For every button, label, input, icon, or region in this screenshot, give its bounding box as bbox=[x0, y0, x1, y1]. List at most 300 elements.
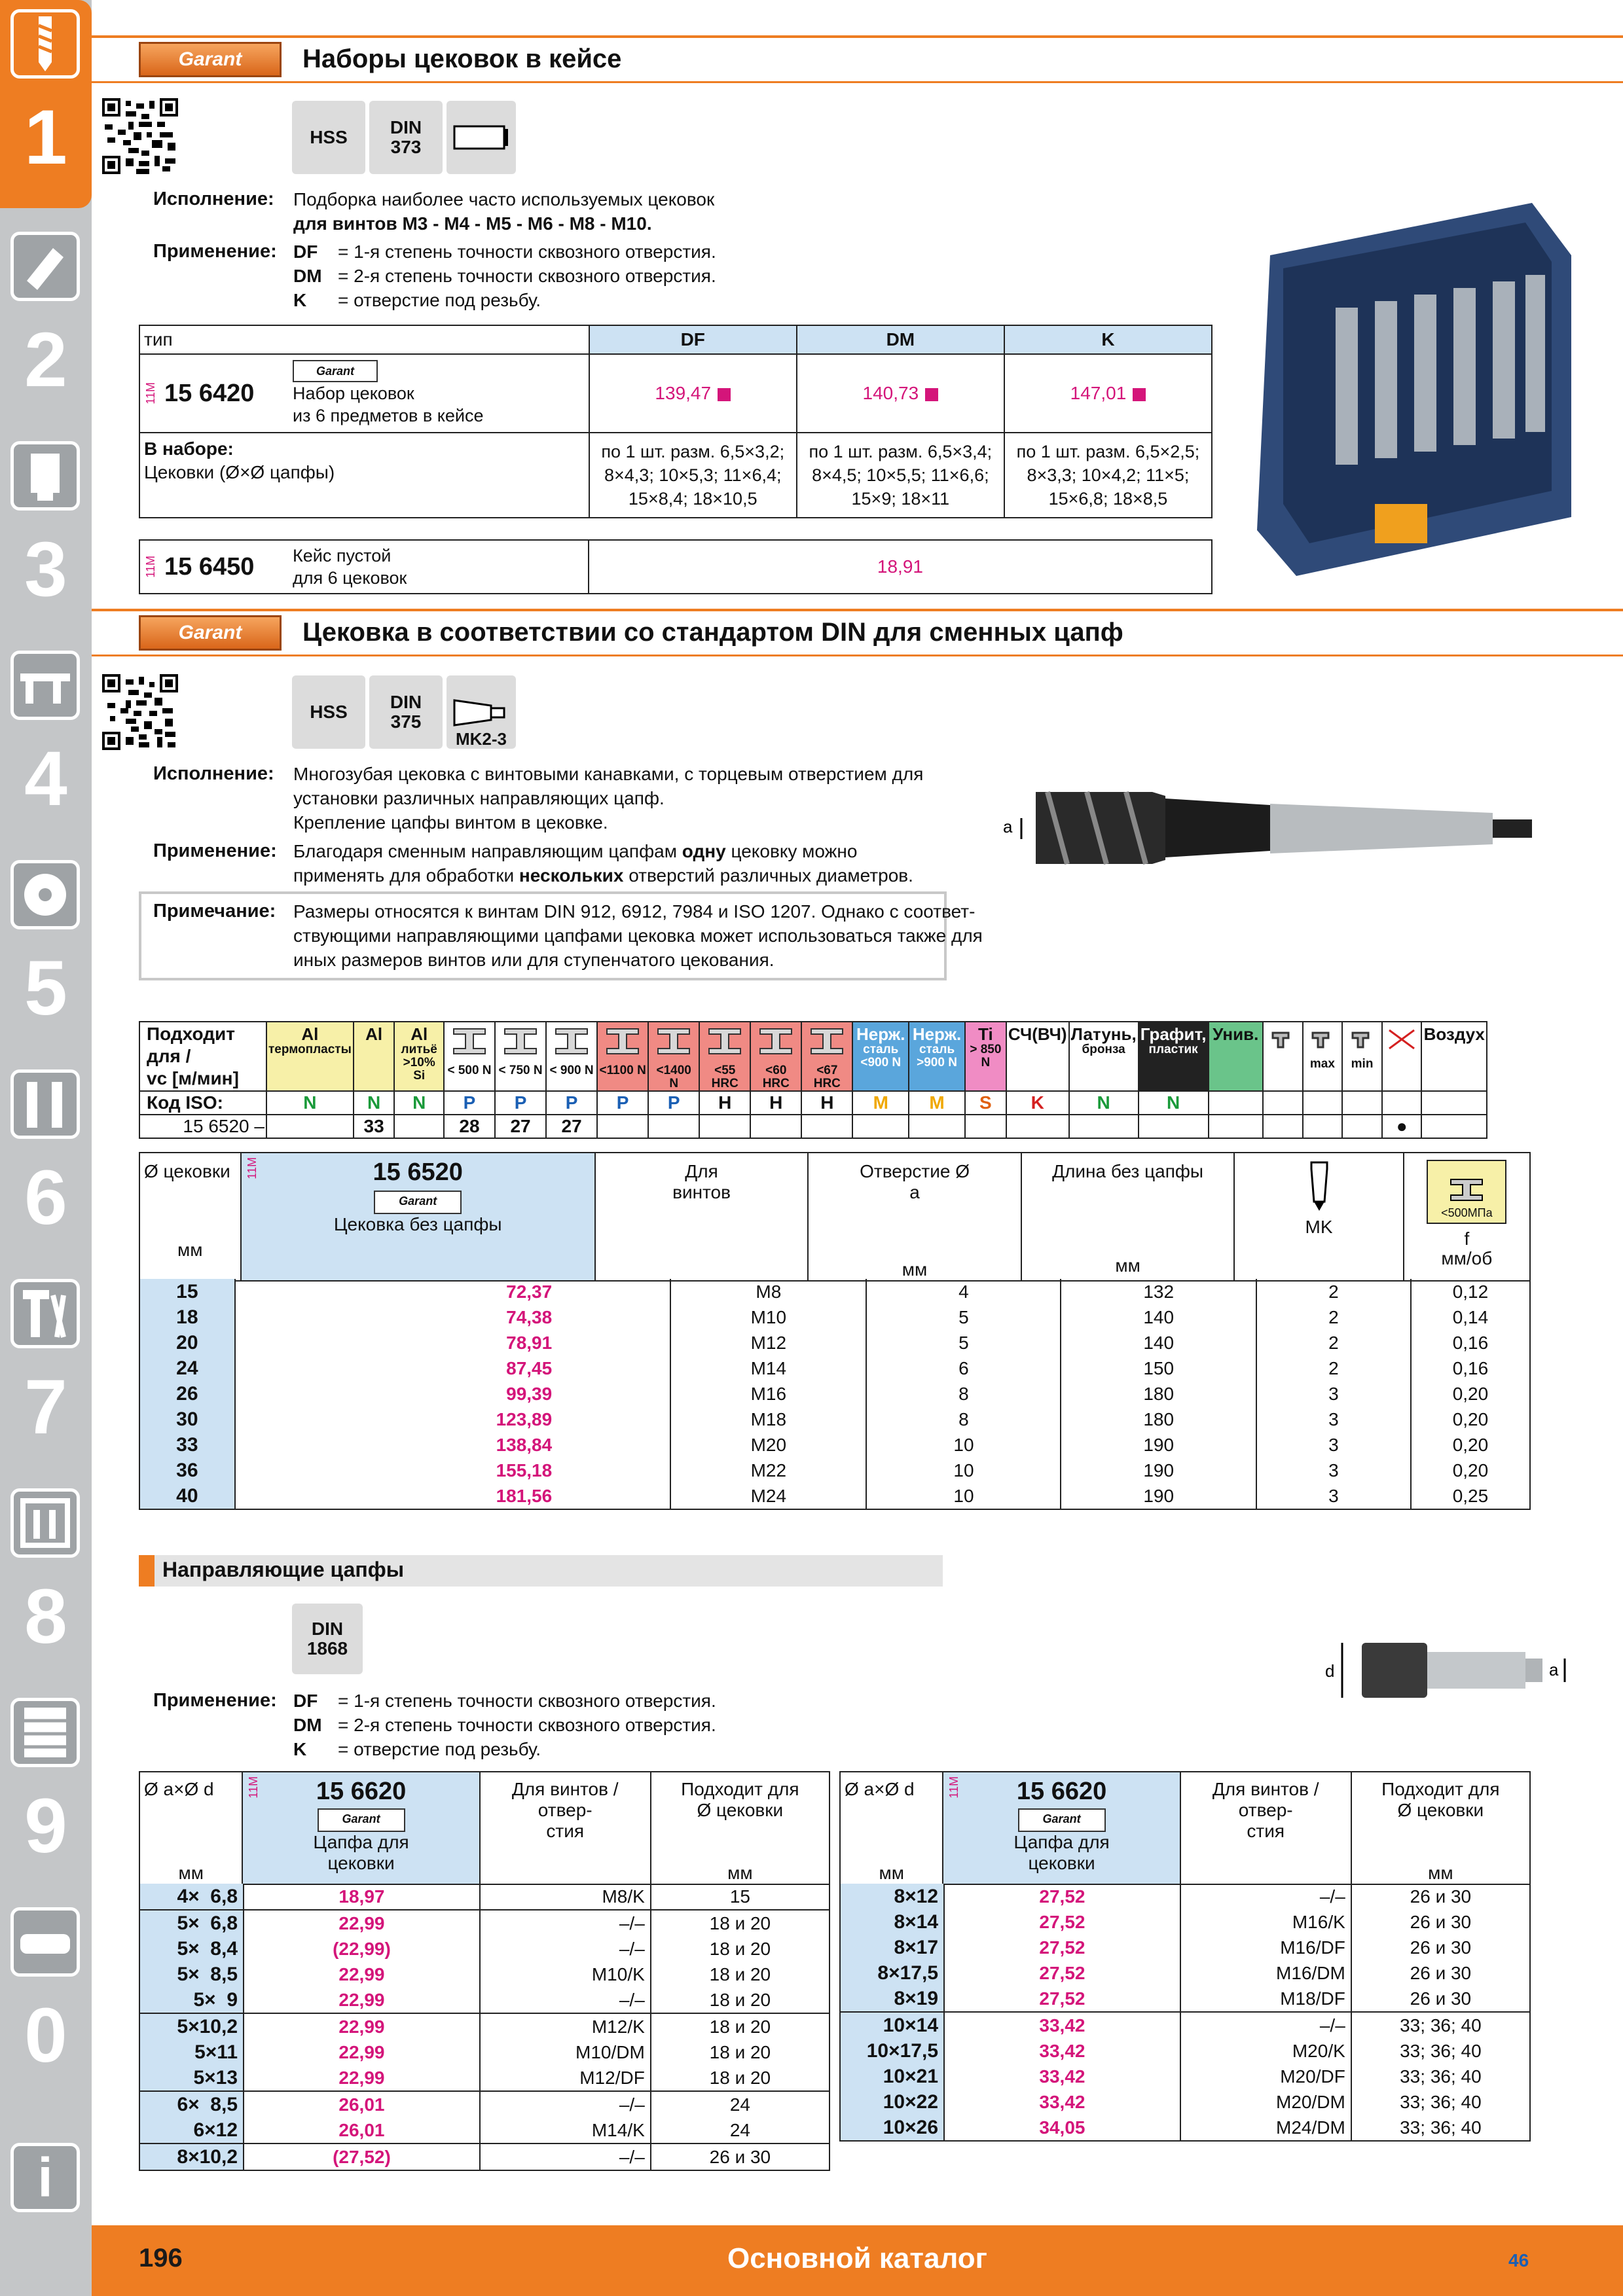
pilot-screw-cell: M16/DM bbox=[1180, 1960, 1351, 1986]
pilot-price-cell: 27,52 bbox=[944, 1909, 1180, 1935]
garant-logo: Garant bbox=[139, 615, 282, 651]
value-cell: 190 bbox=[1061, 1483, 1256, 1509]
note-text-1: Размеры относятся к винтам DIN 912, 6912, 7984 и ISO 1207. Однако с соответ- bbox=[293, 901, 976, 922]
pilot-row[interactable] bbox=[840, 2064, 1530, 2089]
pilot-screw-cell: M12/K bbox=[480, 2013, 651, 2039]
price-cell: 99,39 bbox=[235, 1381, 671, 1407]
price-cell: 74,38 bbox=[235, 1304, 671, 1330]
pilot-row[interactable] bbox=[139, 2144, 830, 2170]
dry-machining-icon bbox=[1385, 1026, 1418, 1052]
pilot-fit-cell: 26 и 30 bbox=[1351, 1986, 1530, 2012]
pilot-fit-cell: 18 и 20 bbox=[651, 2013, 830, 2039]
counterbore-set-case-image bbox=[1244, 177, 1578, 589]
value-cell: 0,20 bbox=[1411, 1407, 1530, 1432]
pilot-size-cell: 8×14 bbox=[840, 1909, 944, 1935]
pilot-price-cell: 27,52 bbox=[944, 1986, 1180, 2012]
col-diameter-header: Ø цековки мм bbox=[139, 1153, 241, 1281]
pilot-price-cell: 33,42 bbox=[944, 2089, 1180, 2115]
col-pilot-screw-header: Для винтов / отвер- стия bbox=[480, 1772, 651, 1884]
chapter-tab-info[interactable] bbox=[7, 2134, 85, 2225]
pilot-screw-cell: –/– bbox=[480, 1936, 651, 1962]
price-cell: 123,89 bbox=[235, 1407, 671, 1432]
cutting-speed-1: 33 bbox=[354, 1115, 395, 1138]
value-cell: M20 bbox=[670, 1432, 866, 1458]
pilot-row[interactable] bbox=[139, 1936, 830, 1962]
counterbore-row[interactable] bbox=[139, 1432, 1530, 1458]
pilot-screw-cell: M20/DF bbox=[1180, 2064, 1351, 2089]
value-cell: 6 bbox=[866, 1355, 1061, 1381]
pilot-price-cell: 33,42 bbox=[944, 2038, 1180, 2064]
pilot-row[interactable] bbox=[139, 1987, 830, 2013]
value-cell: 10 bbox=[866, 1483, 1061, 1509]
iso-code-5: P bbox=[546, 1091, 597, 1115]
col-ad-header: Ø a×Ø d мм bbox=[840, 1772, 943, 1884]
value-cell: 10 bbox=[866, 1432, 1061, 1458]
material-col-17: Унив. bbox=[1209, 1022, 1263, 1091]
pilot-row[interactable] bbox=[840, 2115, 1530, 2141]
pilot-fit-cell: 24 bbox=[651, 2091, 830, 2117]
iso-code-1: N bbox=[354, 1091, 395, 1115]
pilot-fit-cell: 33; 36; 40 bbox=[1351, 2115, 1530, 2141]
pilot-row[interactable] bbox=[139, 2039, 830, 2065]
pilot-screw-cell: M16/K bbox=[1180, 1909, 1351, 1935]
din-1868-badge: DIN 1868 bbox=[292, 1604, 363, 1674]
chapter-tab-4[interactable]: 4 bbox=[7, 641, 85, 850]
cutting-speed-7 bbox=[648, 1115, 699, 1138]
pilot-size-cell: 6× 8,5 bbox=[139, 2091, 244, 2117]
pilot-price-cell: 26,01 bbox=[244, 2091, 480, 2117]
application-text-1: Благодаря сменным направляющим цапфам одну цековку можно bbox=[293, 841, 858, 861]
pilot-price-cell: 33,42 bbox=[944, 2064, 1180, 2089]
safety-goggles-icon bbox=[10, 1907, 80, 1977]
saw-icon bbox=[10, 860, 80, 929]
steel-profile-icon bbox=[450, 1026, 489, 1059]
qr-code-icon bbox=[102, 98, 178, 174]
pilot-fit-cell: 18 и 20 bbox=[651, 2039, 830, 2065]
chapter-tab-1[interactable]: 1 bbox=[0, 0, 92, 208]
steel-profile-icon: <500МПа bbox=[1427, 1160, 1506, 1224]
din-badge: DIN 373 bbox=[369, 101, 443, 174]
steel-profile-icon bbox=[807, 1026, 847, 1059]
diameter-cell: 30 bbox=[139, 1407, 235, 1432]
iso-code-3: P bbox=[444, 1091, 495, 1115]
diameter-cell: 24 bbox=[139, 1355, 235, 1381]
iso-code-10: H bbox=[801, 1091, 852, 1115]
col-product-header: 11M 15 6520 Garant Цековка без цапфы bbox=[241, 1153, 595, 1281]
value-cell: M12 bbox=[670, 1330, 866, 1355]
counterbore-data-table bbox=[139, 1279, 1531, 1510]
note-text-2: ствующими направляющими цапфами цековка может использоваться также для bbox=[293, 925, 983, 946]
cutting-speed-12 bbox=[909, 1115, 965, 1138]
pilots-right-header bbox=[839, 1771, 1531, 1885]
section-title-counterbore: Цековка в соответствии со стандартом DIN для сменных цапф bbox=[302, 618, 1123, 647]
pilot-row[interactable] bbox=[139, 2091, 830, 2117]
iso-code-18 bbox=[1263, 1091, 1303, 1115]
diameter-cell: 20 bbox=[139, 1330, 235, 1355]
pilot-screw-cell: M20/K bbox=[1180, 2038, 1351, 2064]
pilot-row[interactable] bbox=[840, 1909, 1530, 1935]
dm-key: DM bbox=[293, 1715, 322, 1735]
steel-profile-icon bbox=[501, 1026, 540, 1059]
value-cell: 140 bbox=[1061, 1304, 1256, 1330]
pilot-screw-cell: M24/DM bbox=[1180, 2115, 1351, 2141]
material-col-11: Нерж. сталь <900 N bbox=[852, 1022, 909, 1091]
pliers-icon bbox=[10, 1279, 80, 1348]
insert-icon bbox=[10, 232, 80, 301]
chapter-tab-9[interactable]: 9 bbox=[7, 1689, 85, 1897]
taper-shank-icon bbox=[1306, 1160, 1332, 1212]
case-table bbox=[139, 539, 1213, 594]
col-feed-header: <500МПа f мм/об bbox=[1404, 1153, 1530, 1281]
pilot-price-cell: 22,99 bbox=[244, 2065, 480, 2091]
chapter-tab-2[interactable]: 2 bbox=[7, 223, 85, 431]
pilot-fit-cell: 18 и 20 bbox=[651, 2065, 830, 2091]
iso-code-12: M bbox=[909, 1091, 965, 1115]
pilot-size-cell: 5×13 bbox=[139, 2065, 244, 2091]
value-cell: 132 bbox=[1061, 1279, 1256, 1304]
pilot-row[interactable] bbox=[840, 1986, 1530, 2012]
pilot-fit-cell: 33; 36; 40 bbox=[1351, 2064, 1530, 2089]
price-dm: 140,73 bbox=[797, 354, 1004, 433]
cabinet-icon bbox=[10, 1698, 80, 1767]
execution-text-3: Крепление цапфы винтом в цековке. bbox=[293, 812, 608, 833]
cutting-speed-2 bbox=[394, 1115, 444, 1138]
counterbore-row[interactable] bbox=[139, 1381, 1530, 1407]
pilots-left-header bbox=[139, 1771, 830, 1885]
chapter-tab-8[interactable]: 8 bbox=[7, 1479, 85, 1687]
qr-code-icon bbox=[102, 674, 178, 750]
pilot-size-cell: 5×11 bbox=[139, 2039, 244, 2065]
execution-text-1: Многозубая цековка с винтовыми канавками, с торцевым отверстием для bbox=[293, 764, 924, 784]
iso-code-14: K bbox=[1006, 1091, 1069, 1115]
iso-code-21 bbox=[1382, 1091, 1422, 1115]
col-mk-header: MK bbox=[1234, 1153, 1403, 1281]
pilot-screw-cell: –/– bbox=[480, 2144, 651, 2170]
shank-cylindrical-icon bbox=[447, 101, 516, 174]
iso-code-label: Код ISO: bbox=[139, 1091, 266, 1115]
pilot-screw-cell: M10/K bbox=[480, 1962, 651, 1987]
pilot-screw-cell: M18/DF bbox=[1180, 1986, 1351, 2012]
pilot-row[interactable] bbox=[139, 2065, 830, 2091]
case-code: 15 6450 bbox=[164, 552, 255, 581]
pilot-size-cell: 10×14 bbox=[840, 2012, 944, 2038]
counterbore-row[interactable] bbox=[139, 1483, 1530, 1509]
material-col-7: <1400 N bbox=[648, 1022, 699, 1091]
section-divider bbox=[92, 35, 1623, 38]
iso-code-15: N bbox=[1069, 1091, 1139, 1115]
material-col-6: <1100 N bbox=[597, 1022, 648, 1091]
value-cell: 0,25 bbox=[1411, 1483, 1530, 1509]
iso-code-11: M bbox=[852, 1091, 909, 1115]
set-code: 15 6420 bbox=[164, 379, 255, 407]
section-divider bbox=[92, 655, 1623, 656]
pilot-price-cell: 22,99 bbox=[244, 1962, 480, 1987]
counterbore-row[interactable] bbox=[139, 1407, 1530, 1432]
value-cell: 10 bbox=[866, 1458, 1061, 1483]
pilot-row[interactable] bbox=[840, 2089, 1530, 2115]
k-key: K bbox=[293, 290, 307, 310]
steel-profile-icon bbox=[756, 1026, 795, 1059]
pilot-row[interactable] bbox=[840, 1960, 1530, 1986]
col-pilot-fit-header: Подходит для Ø цековки мм bbox=[651, 1772, 830, 1884]
cutting-speed-11 bbox=[852, 1115, 909, 1138]
garant-small-logo: Garant bbox=[1018, 1808, 1106, 1832]
counterbore-row[interactable] bbox=[139, 1279, 1530, 1304]
cutting-speed-20 bbox=[1342, 1115, 1382, 1138]
price-cell: 155,18 bbox=[235, 1458, 671, 1483]
material-col-5: < 900 N bbox=[546, 1022, 597, 1091]
contents-dm: по 1 шт. разм. 6,5×3,4; 8×4,5; 10×5,5; 11×6,6; 15×9; 18×11 bbox=[797, 433, 1004, 518]
cutting-speed-22 bbox=[1421, 1115, 1487, 1138]
col-pilot-product-header: 11M 15 6620 Garant Цапфа для цековки bbox=[943, 1772, 1180, 1884]
iso-code-4: P bbox=[495, 1091, 546, 1115]
pilot-fit-cell: 26 и 30 bbox=[651, 2144, 830, 2170]
coolant-icon bbox=[1266, 1026, 1299, 1052]
pilot-fit-cell: 33; 36; 40 bbox=[1351, 2089, 1530, 2115]
k-text: = отверстие под резьбу. bbox=[338, 1739, 541, 1759]
garant-logo: Garant bbox=[139, 42, 282, 77]
section-divider bbox=[92, 81, 1623, 83]
cutting-speed-13 bbox=[965, 1115, 1006, 1138]
material-col-3: < 500 N bbox=[444, 1022, 495, 1091]
pilot-code: 15 6620 bbox=[316, 1778, 407, 1805]
steel-profile-icon bbox=[654, 1026, 693, 1059]
diameter-cell: 36 bbox=[139, 1458, 235, 1483]
cutting-speed-14 bbox=[1006, 1115, 1069, 1138]
iso-code-20 bbox=[1342, 1091, 1382, 1115]
pilot-price-cell: (22,99) bbox=[244, 1936, 480, 1962]
pilot-size-cell: 8×10,2 bbox=[139, 2144, 244, 2170]
chapter-tab-3[interactable]: 3 bbox=[7, 432, 85, 640]
pilots-left-table bbox=[139, 1884, 830, 2171]
iso-code-19 bbox=[1303, 1091, 1343, 1115]
value-cell: 0,16 bbox=[1411, 1330, 1530, 1355]
header-k: K bbox=[1004, 325, 1212, 354]
material-col-0: Al термопласты bbox=[266, 1022, 354, 1091]
pilot-price-cell: 27,52 bbox=[944, 1935, 1180, 1960]
value-cell: 8 bbox=[866, 1381, 1061, 1407]
material-col-2: Al литьё >10% Si bbox=[394, 1022, 444, 1091]
note-text-3: иных размеров винтов или для ступенчатого цекования. bbox=[293, 950, 775, 970]
value-cell: 2 bbox=[1256, 1304, 1411, 1330]
value-cell: 2 bbox=[1256, 1330, 1411, 1355]
pilot-code: 15 6620 bbox=[1016, 1778, 1107, 1805]
pilot-fit-cell: 26 и 30 bbox=[1351, 1909, 1530, 1935]
pilot-row[interactable] bbox=[139, 1962, 830, 1987]
coolant-icon bbox=[1346, 1026, 1379, 1052]
cutting-speed-4: 27 bbox=[495, 1115, 546, 1138]
material-col-21 bbox=[1382, 1022, 1422, 1091]
value-cell: M8 bbox=[670, 1279, 866, 1304]
steel-profile-icon bbox=[552, 1026, 591, 1059]
material-col-16: Графит, пластик bbox=[1139, 1022, 1209, 1091]
coolant-icon bbox=[1306, 1026, 1339, 1052]
counterbore-header-table bbox=[139, 1152, 1531, 1282]
material-col-9: <60 HRC bbox=[750, 1022, 801, 1091]
value-cell: 180 bbox=[1061, 1407, 1256, 1432]
counterbore-row[interactable] bbox=[139, 1458, 1530, 1483]
df-text: = 1-я степень точности сквозного отверстия. bbox=[338, 1691, 716, 1711]
value-cell: 4 bbox=[866, 1279, 1061, 1304]
pilot-screw-cell: M8/K bbox=[480, 1884, 651, 1910]
section-divider bbox=[92, 609, 1623, 611]
value-cell: 2 bbox=[1256, 1279, 1411, 1304]
value-cell: M16 bbox=[670, 1381, 866, 1407]
iso-code-13: S bbox=[965, 1091, 1006, 1115]
cutting-speed-10 bbox=[801, 1115, 852, 1138]
svg-text:d: d bbox=[1325, 1661, 1335, 1681]
pilot-size-cell: 5× 6,8 bbox=[139, 1910, 244, 1936]
value-cell: 3 bbox=[1256, 1483, 1411, 1509]
execution-label: Исполнение: bbox=[153, 763, 274, 784]
value-cell: 5 bbox=[866, 1304, 1061, 1330]
pilot-price-cell: (27,52) bbox=[244, 2144, 480, 2170]
pilot-size-cell: 10×22 bbox=[840, 2089, 944, 2115]
materials-row-label: 15 6520 – bbox=[139, 1115, 266, 1138]
pilot-fit-cell: 24 bbox=[651, 2117, 830, 2144]
k-text: = отверстие под резьбу. bbox=[338, 290, 541, 310]
cutting-speed-3: 28 bbox=[444, 1115, 495, 1138]
value-cell: 140 bbox=[1061, 1330, 1256, 1355]
pilot-row[interactable] bbox=[139, 1884, 830, 1910]
contents-k: по 1 шт. разм. 6,5×2,5; 8×3,3; 10×4,2; 11×5; 15×6,8; 18×8,5 bbox=[1004, 433, 1212, 518]
morse-taper-icon bbox=[452, 696, 511, 729]
value-cell: 3 bbox=[1256, 1381, 1411, 1407]
pilot-size-cell: 8×17 bbox=[840, 1935, 944, 1960]
pilot-price-cell: 26,01 bbox=[244, 2117, 480, 2144]
chapter-sidebar bbox=[0, 0, 92, 2296]
counterbore-row[interactable] bbox=[139, 1330, 1530, 1355]
pilot-size-cell: 5× 8,4 bbox=[139, 1936, 244, 1962]
material-col-14: СЧ(ВЧ) bbox=[1006, 1022, 1069, 1091]
pilot-price-cell: 22,99 bbox=[244, 1987, 480, 2013]
value-cell: 3 bbox=[1256, 1458, 1411, 1483]
value-cell: 0,14 bbox=[1411, 1304, 1530, 1330]
pilot-price-cell: 22,99 bbox=[244, 1910, 480, 1936]
materials-table bbox=[139, 1021, 1487, 1139]
materials-header: Подходит для / vc [м/мин] bbox=[139, 1022, 266, 1091]
pilot-row[interactable] bbox=[139, 2013, 830, 2039]
pilot-row[interactable] bbox=[840, 1935, 1530, 1960]
df-key: DF bbox=[293, 1691, 318, 1711]
value-cell: 0,20 bbox=[1411, 1381, 1530, 1407]
pilot-price-cell: 27,52 bbox=[944, 1960, 1180, 1986]
pilot-fit-cell: 18 и 20 bbox=[651, 1962, 830, 1987]
pilot-row[interactable] bbox=[840, 2012, 1530, 2038]
value-cell: 0,20 bbox=[1411, 1432, 1530, 1458]
pilot-row[interactable] bbox=[840, 2038, 1530, 2064]
hss-badge: HSS bbox=[292, 101, 365, 174]
cutting-speed-18 bbox=[1263, 1115, 1303, 1138]
material-col-19: max bbox=[1303, 1022, 1343, 1091]
chapter-tab-0[interactable]: 0 bbox=[7, 1898, 85, 2106]
col-hole-header: Отверстие Ø a мм bbox=[808, 1153, 1021, 1281]
col-ad-header: Ø a×Ø d мм bbox=[139, 1772, 242, 1884]
chapter-tab-6[interactable]: 6 bbox=[7, 1060, 85, 1268]
df-text: = 1-я степень точности сквозного отверстия. bbox=[338, 242, 716, 262]
garant-small-logo: Garant bbox=[374, 1191, 462, 1214]
value-cell: 5 bbox=[866, 1330, 1061, 1355]
pilot-size-cell: 8×19 bbox=[840, 1986, 944, 2012]
col-pilot-fit-header: Подходит для Ø цековки мм bbox=[1351, 1772, 1530, 1884]
pilot-size-cell: 4× 6,8 bbox=[139, 1884, 244, 1910]
material-col-22: Воздух bbox=[1421, 1022, 1487, 1091]
counterbore-row[interactable] bbox=[139, 1355, 1530, 1381]
pilot-price-cell: 33,42 bbox=[944, 2012, 1180, 2038]
price-cell: 87,45 bbox=[235, 1355, 671, 1381]
value-cell: 0,12 bbox=[1411, 1279, 1530, 1304]
application-label: Применение: bbox=[153, 241, 277, 262]
pilots-title: Направляющие цапфы bbox=[162, 1558, 405, 1581]
col-pilot-product-header: 11M 15 6620 Garant Цапфа для цековки bbox=[242, 1772, 479, 1884]
pilot-fit-cell: 18 и 20 bbox=[651, 1910, 830, 1936]
page-footer bbox=[92, 2225, 1623, 2296]
cutting-speed-0 bbox=[266, 1115, 354, 1138]
value-cell: 8 bbox=[866, 1407, 1061, 1432]
pilot-fit-cell: 18 и 20 bbox=[651, 1987, 830, 2013]
execution-label: Исполнение: bbox=[153, 188, 274, 209]
chapter-tab-7[interactable]: 7 bbox=[7, 1270, 85, 1478]
col-pilot-screw-header: Для винтов / отвер- стия bbox=[1180, 1772, 1351, 1884]
application-label: Применение: bbox=[153, 1690, 277, 1711]
case-price: 18,91 bbox=[589, 540, 1212, 594]
pilot-image bbox=[1316, 1630, 1578, 1708]
chapter-tab-5[interactable]: 5 bbox=[7, 851, 85, 1059]
col-screw-header: Для винтов bbox=[595, 1153, 809, 1281]
price-k: 147,01 bbox=[1004, 354, 1212, 433]
value-cell: M18 bbox=[670, 1407, 866, 1432]
material-col-8: <55 HRC bbox=[699, 1022, 750, 1091]
pilot-size-cell: 10×17,5 bbox=[840, 2038, 944, 2064]
iso-code-6: P bbox=[597, 1091, 648, 1115]
pilot-row[interactable] bbox=[139, 1910, 830, 1936]
pilot-fit-cell: 26 и 30 bbox=[1351, 1935, 1530, 1960]
value-cell: M24 bbox=[670, 1483, 866, 1509]
page-number: 196 bbox=[139, 2244, 183, 2272]
value-cell: 3 bbox=[1256, 1407, 1411, 1432]
value-cell: M10 bbox=[670, 1304, 866, 1330]
pilot-row[interactable] bbox=[840, 1884, 1530, 1909]
iso-code-9: H bbox=[750, 1091, 801, 1115]
value-cell: 150 bbox=[1061, 1355, 1256, 1381]
pilot-fit-cell: 26 и 30 bbox=[1351, 1960, 1530, 1986]
drill-icon bbox=[10, 9, 80, 79]
df-key: DF bbox=[293, 242, 318, 262]
price-cell: 72,37 bbox=[235, 1279, 671, 1304]
price-cell: 138,84 bbox=[235, 1432, 671, 1458]
steel-profile-icon bbox=[603, 1026, 642, 1059]
pilot-price-cell: 34,05 bbox=[944, 2115, 1180, 2141]
pilot-fit-cell: 26 и 30 bbox=[1351, 1884, 1530, 1909]
material-col-18 bbox=[1263, 1022, 1303, 1091]
value-cell: 3 bbox=[1256, 1432, 1411, 1458]
counterbore-row[interactable] bbox=[139, 1304, 1530, 1330]
value-cell: 180 bbox=[1061, 1381, 1256, 1407]
cutting-speed-5: 27 bbox=[546, 1115, 597, 1138]
din-badge: DIN 375 bbox=[369, 675, 443, 749]
material-col-15: Латунь, бронза bbox=[1069, 1022, 1139, 1091]
pilot-row[interactable] bbox=[139, 2117, 830, 2144]
svg-text:a: a bbox=[1549, 1660, 1559, 1679]
pilot-screw-cell: M14/K bbox=[480, 2117, 651, 2144]
pilot-screw-cell: M16/DF bbox=[1180, 1935, 1351, 1960]
iso-code-22 bbox=[1421, 1091, 1487, 1115]
price-cell: 181,56 bbox=[235, 1483, 671, 1509]
set-contents: В наборе: Цековки (Ø×Ø цапфы) bbox=[139, 433, 589, 518]
pilot-screw-cell: M20/DM bbox=[1180, 2089, 1351, 2115]
pilot-screw-cell: –/– bbox=[480, 1987, 651, 2013]
application-label: Применение: bbox=[153, 840, 277, 861]
